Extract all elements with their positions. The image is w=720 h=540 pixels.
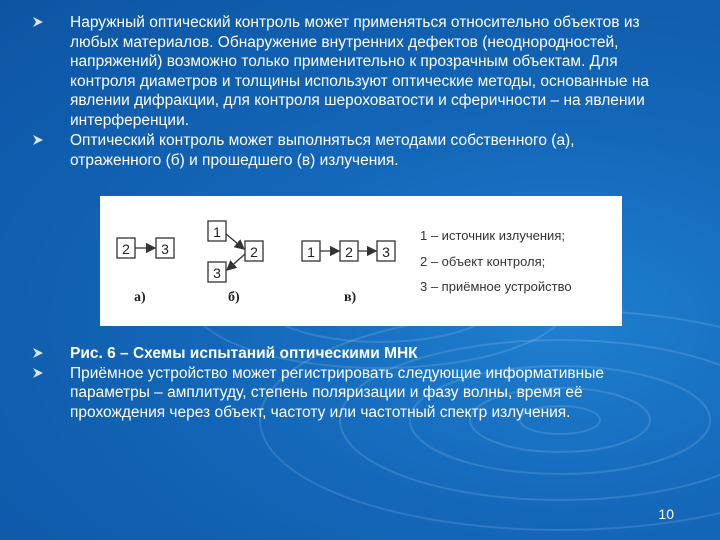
bullet-text: Приёмное устройство может регистрировать следующие информативные параметры – амплитуду, степень поляризации и фазу волны, время её прохождения через объект, частоту или частотный спектр излучения.	[70, 364, 604, 421]
bullet-item	[14, 131, 664, 170]
scheme-b-label: б)	[228, 290, 240, 305]
bullet-item	[14, 344, 664, 364]
scheme-a-label: а)	[134, 290, 146, 305]
scheme-c-box-3-text: 3	[382, 244, 390, 260]
arrow-bullet-icon	[32, 134, 44, 146]
arrow-bullet-icon	[32, 347, 44, 359]
scheme-a-box-2-text: 2	[122, 241, 130, 257]
legend-item: 1 – источник излучения;	[420, 228, 565, 243]
scheme-c-box-2-text: 2	[345, 244, 353, 260]
test-schemes-figure	[100, 196, 622, 326]
legend-item: 2 – объект контроля;	[420, 254, 546, 269]
scheme-c-box-1-text: 1	[307, 244, 315, 260]
bullet-text: Оптический контроль может выполняться методами собственного (а), отраженного (б) и прошедшего (в) излучения.	[70, 132, 575, 169]
arrow-bullet-icon	[32, 367, 44, 379]
scheme-c-label: в)	[344, 290, 357, 305]
top-bullet-list	[14, 13, 664, 171]
scheme-b-box-1-text: 1	[213, 224, 221, 240]
scheme-b-arrow-out	[227, 254, 245, 270]
bullet-text: Наружный оптический контроль может применяться относительно объектов из любых материалов. Обнаружение внутренних дефектов (неоднородностей, напряжений) возможно только применительно к прозрачным объектам. Для контроля диаметров и толщины используют оптические методы, основанные на явлении дифракции, для контроля шероховатости и сферичности – на явлении интерференции.	[70, 14, 649, 129]
scheme-a-box-3-text: 3	[161, 241, 169, 257]
scheme-b-box-3-text: 3	[213, 265, 221, 281]
bullet-item	[14, 13, 664, 130]
arrow-bullet-icon	[32, 16, 44, 28]
figure-caption: Рис. 6 – Схемы испытаний оптическими МНК	[70, 345, 418, 362]
bottom-bullet-list	[14, 344, 664, 422]
page-number: 10	[658, 506, 674, 522]
scheme-b-box-2-text: 2	[250, 244, 258, 260]
legend-item: 3 – приёмное устройство	[420, 279, 572, 294]
bullet-item	[14, 364, 664, 423]
scheme-b-arrow-in	[226, 234, 244, 249]
